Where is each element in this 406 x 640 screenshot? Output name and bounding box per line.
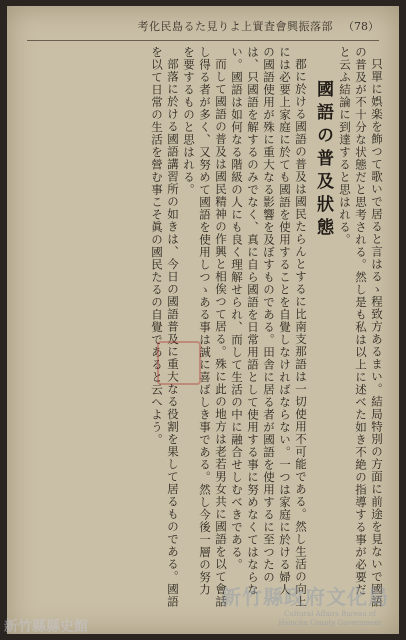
- header-rule: [27, 40, 379, 41]
- page-number: （78）: [343, 20, 379, 33]
- paragraph-2: 郡に於ける國語の普及は國民たらんとするに比南支那語は一切使用不可能である。然し生活の向上には必要上家庭に於ても國語を使用することを自覺しなければならない。一つは家庭に於ける婦人の國語使用が殊に重大なる影響を及ぼすものである。田舎に居る者が國語を使用するに至つたのは、只國語を解するのみでなく、真に自ら國語を日常用語として使用する事に努めなくてはならない。國語は如何なる階級の人にも良く理解せられ、而して生活の中に融合せしむべきである。: [230, 46, 308, 608]
- watermark-sub: Cultural Affairs Bureau of Hsinchu County Government: [278, 610, 382, 627]
- paragraph-4: 部落に於ける國語講習所の如きは、今日の國語普及に重大なる役割を果して居るものである。國語を以て日常の生活を營む事こそ眞の國民たるの自覺であると云へよう。: [150, 46, 180, 608]
- page-header: [27, 14, 379, 38]
- watermark-main: 新竹縣政府文化局: [221, 585, 389, 609]
- body-text: [21, 46, 385, 608]
- paragraph-3: 而して國語の普及は國民精神の作興と相俟つて居る。殊に此の地方は老若男女共に國語を以て會話し得る者が多く、又努めて國語を使用しつゝある事は誠に喜ばしき事である。然し今後一層の努力を要するものと思はれる。: [182, 46, 228, 608]
- faint-seal-stamp: [157, 341, 201, 385]
- section-heading: 國語の普及狀態: [313, 80, 333, 241]
- library-mark: 新竹縣縣史館: [4, 619, 88, 635]
- paragraph-1: 只單に娯楽を飾つて歌いで居ると言はるゝ程致方あるまい。結局特別の方面に前途を見ないで國語の普及が不十分な状態だと思考される。然し是も私は以上に述べた如き不絶の指導する事が必要だと云ふ結論に到達すると思はれる。: [338, 46, 384, 608]
- header-title: 考化民島るた見りよ上實査會興振落部: [137, 20, 333, 33]
- document-page: [7, 6, 399, 634]
